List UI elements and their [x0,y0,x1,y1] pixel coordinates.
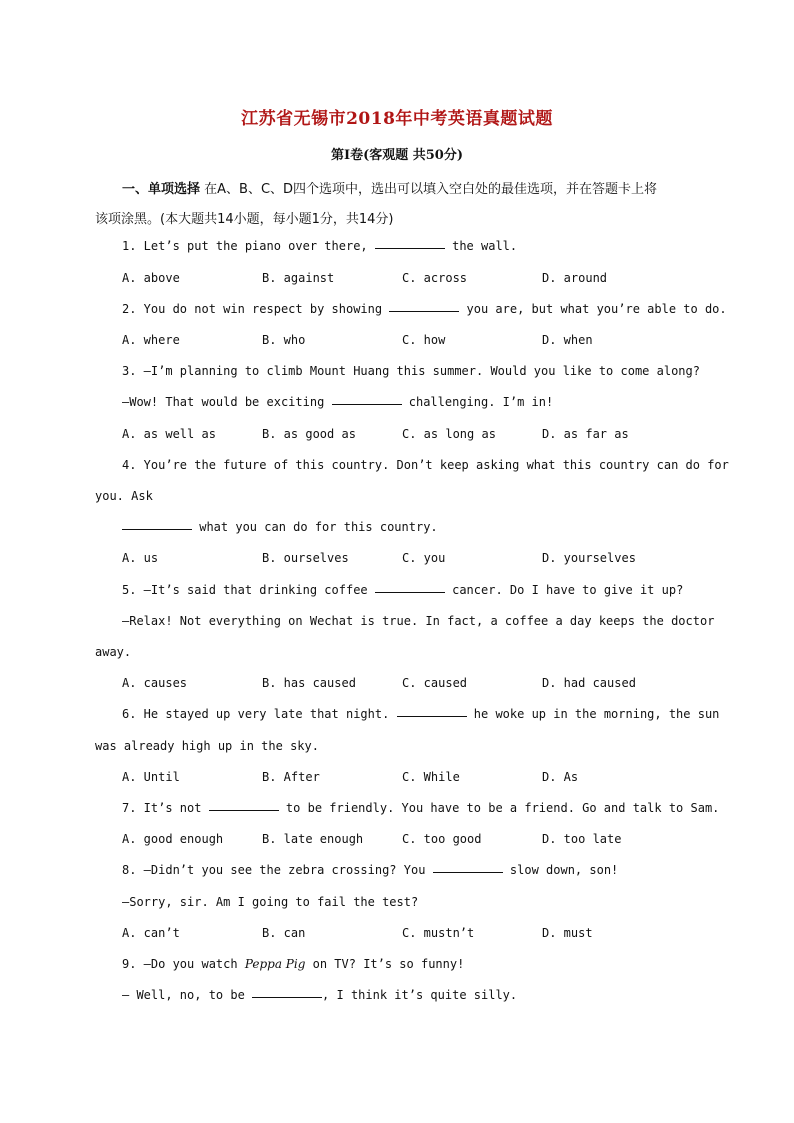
option-b: B. against [262,271,335,285]
question-1-stem: 1. Let’s put the piano over there, the wall. [122,239,518,253]
question-8-line-2: —Sorry, sir. Am I going to fail the test? [122,895,419,909]
question-9-stem: 9. —Do you watch Peppa Pig on TV? It’s so funny! [122,957,465,971]
question-9-line-2: — Well, no, to be , I think it’s quite silly. [122,988,518,1002]
exam-subtitle: 第Ⅰ卷(客观题 共50分) [331,148,463,163]
option-c: C. too good [402,832,482,846]
answer-blank [397,715,467,717]
option-b: B. has caused [262,676,356,690]
question-6-stem: 6. He stayed up very late that night. he woke up in the morning, the sun [122,707,720,721]
show-title: Peppa Pig [244,957,306,971]
option-b: B. late enough [262,832,364,846]
option-c: C. you [402,551,446,565]
answer-blank [332,403,402,405]
question-5-stem: 5. —It’s said that drinking coffee cancer. Do I have to give it up? [122,583,684,597]
option-b: B. ourselves [262,551,349,565]
exam-title: 江苏省无锡市2018年中考英语真题试题 [241,109,553,129]
question-3-line-1: 3. —I’m planning to climb Mount Huang this summer. Would you like to come along? [122,364,700,378]
option-d: D. when [542,333,593,347]
option-a: A. good enough [122,832,224,846]
option-c: C. how [402,333,446,347]
option-b: B. After [262,770,320,784]
section-heading: 一、单项选择 [122,182,201,197]
question-3-stem: —Wow! That would be exciting challenging. I’m in! [122,395,554,409]
question-4-stem: what you can do for this country. [122,520,742,534]
answer-blank [389,310,459,312]
option-c: C. caused [402,676,468,690]
option-a: A. above [122,271,180,285]
option-c: C. as long as [402,427,496,441]
answer-blank [122,528,192,530]
section-instruction-line-2: 该项涂黑。(本大题共14小题，每小题1分，共14分) [95,212,394,227]
option-d: D. too late [542,832,622,846]
instruction-text-1: 在A、B、C、D四个选项中，选出可以填入空白处的最佳选项，并在答题卡上将 [200,182,658,197]
question-2-stem: 2. You do not win respect by showing you are, but what you’re able to do. [122,302,727,316]
question-8-stem: 8. —Didn’t you see the zebra crossing? You slow down, son! [122,863,619,877]
option-c: C. across [402,271,468,285]
question-5-line-2: —Relax! Not everything on Wechat is true. In fact, a coffee a day keeps the doctor [122,614,715,628]
option-a: A. causes [122,676,188,690]
option-a: A. Until [122,770,180,784]
option-a: A. where [122,333,180,347]
answer-blank [252,996,322,998]
option-d: D. had caused [542,676,636,690]
option-a: A. can’t [122,926,180,940]
answer-blank [375,247,445,249]
answer-blank [209,809,279,811]
option-c: C. While [402,770,460,784]
question-4-line-1: 4. You’re the future of this country. Don’t keep asking what this country can do for [122,458,729,472]
answer-blank [433,871,503,873]
question-5-line-3: away. [95,645,132,659]
question-6-line-2: was already high up in the sky. [95,739,319,753]
option-d: D. must [542,926,593,940]
option-d: D. yourselves [542,551,636,565]
option-a: A. as well as [122,427,216,441]
answer-blank [375,591,445,593]
option-b: B. who [262,333,306,347]
question-7-stem: 7. It’s not to be friendly. You have to be a friend. Go and talk to Sam. [122,801,720,815]
section-instruction-line-1 [122,178,742,197]
option-b: B. as good as [262,427,356,441]
option-a: A. us [122,551,159,565]
option-d: D. as far as [542,427,629,441]
option-b: B. can [262,926,306,940]
question-4-line-2: you. Ask [95,489,153,503]
option-d: D. around [542,271,608,285]
option-c: C. mustn’t [402,926,475,940]
option-d: D. As [542,770,579,784]
